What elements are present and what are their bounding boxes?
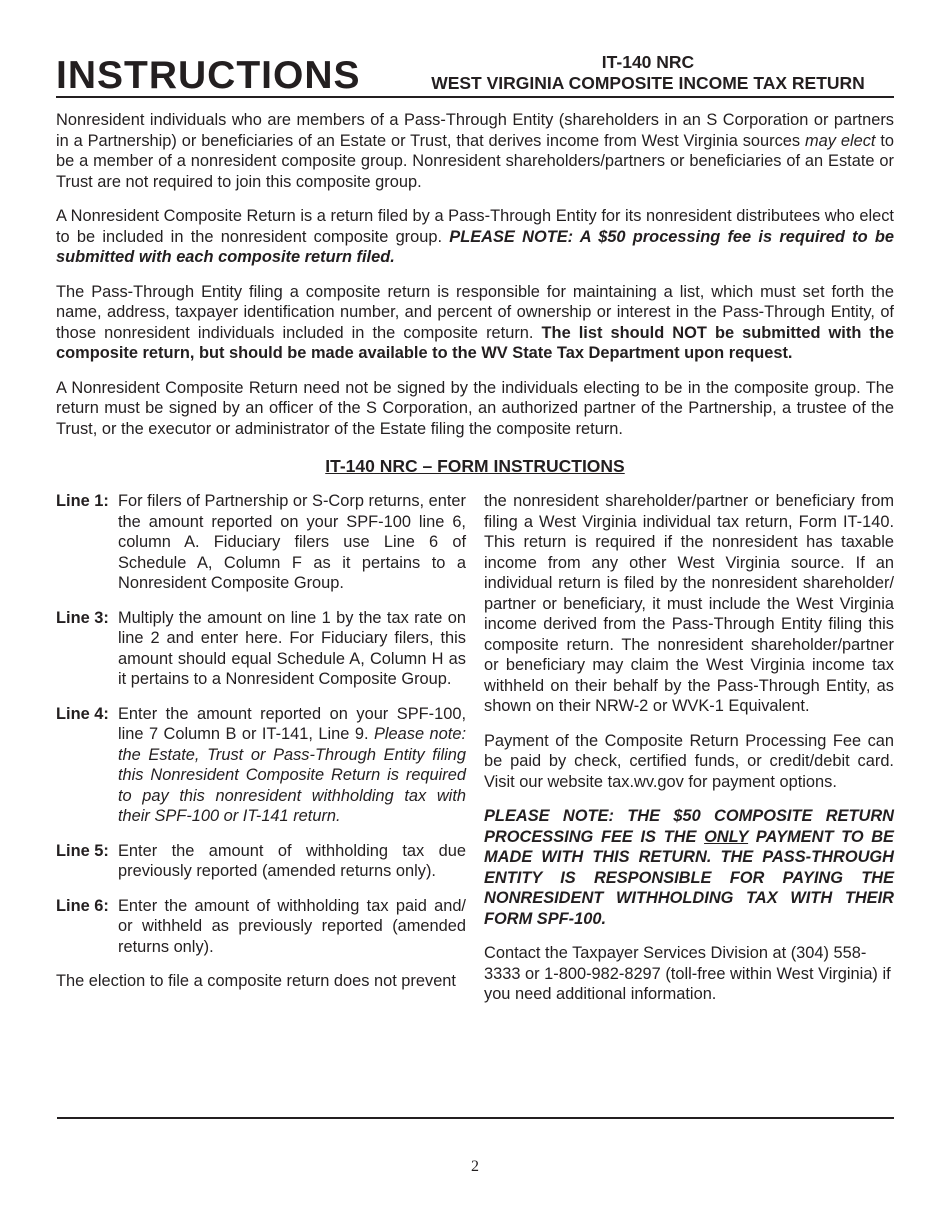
- notice-text-b: PAYMENT TO BE MADE WITH THIS RETURN. THE PASS-THROUGH ENTITY IS RESPONSIBLE FOR PAYING THE NONRESIDENT WITHHOLDING TAX WITH THEIR FORM SPF-100.: [484, 827, 894, 928]
- intro-p2-text: A Nonresident Composite Return is a return filed by a Pass-Through Entity for its nonresident distributees who elect to be included in the nonresident composite group.: [56, 207, 894, 246]
- document-page: [56, 48, 894, 1019]
- intro-paragraph-3: [56, 282, 894, 364]
- line-text: [118, 704, 466, 827]
- right-column: [484, 491, 894, 1019]
- line-1-instruction: [56, 491, 466, 594]
- intro-p1-text-b: to be a member of a nonresident composite group. Nonresident shareholders/partners or beneficiaries of an Estate or Trust are not required to join this composite group.: [56, 131, 894, 191]
- line-4-note: Please note: the Estate, Trust or Pass-Through Entity filing this Nonresident Composite Return is required to pay this nonresident withholding tax with their SPF-100 or IT-141 return.: [118, 725, 466, 825]
- notice-text-a: PLEASE NOTE: THE $50 COMPOSITE RETURN PROCESSING FEE IS THE: [484, 807, 894, 846]
- left-column: [56, 491, 466, 1019]
- intro-p1-text-a: Nonresident individuals who are members of a Pass-Through Entity (shareholders in an S Corporation or partners in a Partnership) or beneficiaries of an Estate or Trust, that derives income from West Virginia sources: [56, 111, 894, 150]
- payment-paragraph: Payment of the Composite Return Processing Fee can be paid by check, certified funds, or credit/debit card. Visit our website tax.wv.gov for payment options.: [484, 731, 894, 791]
- processing-fee-note: PLEASE NOTE: A $50 processing fee is required to be submitted with each composite return filed.: [56, 227, 894, 266]
- line-text: Enter the amount of withholding tax due previously reported (amended returns only).: [118, 841, 466, 880]
- line-5-instruction: [56, 841, 466, 882]
- intro-p3-text: The Pass-Through Entity filing a composite return is responsible for maintaining a list, which must set forth the name, address, taxpayer identification number, and percent of ownership or interest in the Pass-Through Entity, of those nonresident individuals included in the composite return.: [56, 282, 894, 342]
- intro-paragraph-2: [56, 206, 894, 268]
- intro-paragraph-1: [56, 110, 894, 192]
- election-paragraph-start: The election to file a composite return does not prevent: [56, 972, 456, 990]
- line-3-instruction: [56, 608, 466, 690]
- instructions-columns: [56, 491, 894, 1019]
- intro-p1-italic: may elect: [805, 131, 876, 150]
- page-header: [56, 48, 894, 98]
- line-label: Line 3:: [56, 608, 109, 627]
- notice-only: ONLY: [704, 827, 749, 846]
- line-4-instruction: [56, 704, 466, 827]
- line-label: Line 4:: [56, 704, 109, 723]
- footer-divider: [57, 1117, 894, 1119]
- line-label: Line 5:: [56, 841, 109, 860]
- payment-notice: [484, 806, 894, 929]
- intro-paragraph-4: A Nonresident Composite Return need not be signed by the individuals electing to be in the composite group. The return must be signed by an officer of the S Corporation, an authorized partner of the Partnership, a trustee of the Trust, or the executor or administrator of the Estate filing the composite return.: [56, 378, 894, 438]
- line-6-instruction: [56, 896, 466, 958]
- line-text: For filers of Partnership or S-Corp returns, enter the amount reported on your SPF-100 line 6, column A. Fiduciary filers use Line 6 of Schedule A, Column F as it pertains to a Nonresident Composite Group.: [118, 492, 466, 592]
- election-paragraph-continued: the nonresident shareholder/partner or beneficiary from filing a West Virginia individual tax return, Form IT-140. This return is required if the nonresident has taxable income from any other West Virginia source. If an individual return is filed by the nonresident shareholder/ partner or beneficiary, it must include the West Virginia income derived from the Pass-Through Entity filing this composite return. The nonresident shareholder/partner or beneficiary may claim the West Virginia income tax withheld on their behalf by the Pass-Through Entity, as shown on their NRW-2 or WVK-1 Equivalent.: [484, 492, 894, 715]
- line-label: Line 6:: [56, 896, 109, 915]
- line-text: Enter the amount of withholding tax paid and/ or withheld as previously reported (amended returns only).: [118, 896, 466, 956]
- page-title: INSTRUCTIONS: [56, 54, 361, 97]
- contact-paragraph: Contact the Taxpayer Services Division at (304) 558-3333 or 1-800-982-8297 (toll-free within West Virginia) if you need additional information.: [484, 944, 891, 1003]
- section-title: IT-140 NRC – FORM INSTRUCTIONS: [325, 456, 625, 476]
- page-number: 2: [471, 1158, 479, 1175]
- list-submission-note: The list should NOT be submitted with the composite return, but should be made available to the WV State Tax Department upon request.: [56, 323, 894, 362]
- line-4-text: Enter the amount reported on your SPF-100, line 7 Column B or IT-141, Line 9.: [118, 704, 466, 743]
- form-identifier: [402, 52, 894, 94]
- line-label: Line 1:: [56, 492, 109, 510]
- form-name: WEST VIRGINIA COMPOSITE INCOME TAX RETURN: [431, 73, 865, 93]
- form-number: IT-140 NRC: [601, 52, 695, 72]
- line-text: Multiply the amount on line 1 by the tax rate on line 2 and enter here. For Fiduciary filers, this amount should equal Schedule A, Column H as it pertains to a Nonresident Composite Group.: [118, 608, 466, 688]
